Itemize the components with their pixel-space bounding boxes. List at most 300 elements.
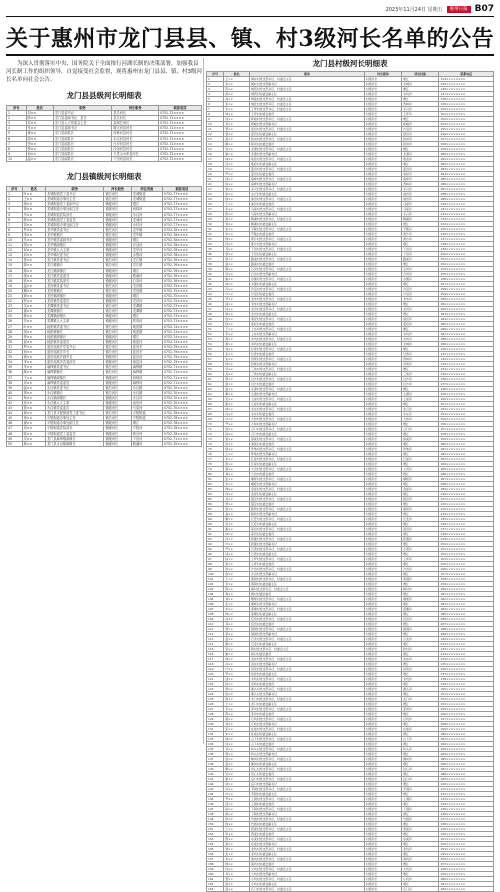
table-cell: 九和村党支部副书记 — [250, 422, 365, 427]
table-cell: 永汉河县河长 — [112, 136, 159, 141]
table-cell: 136×××××××× — [439, 232, 494, 237]
table-cell: 57 — [207, 357, 224, 362]
table-cell: 龙田村村委会副主任 — [250, 312, 365, 317]
table-cell: 梁×× — [224, 562, 250, 567]
table-cell: 134×××××××× — [439, 367, 494, 372]
table-cell: 增江 — [131, 334, 162, 339]
table-cell: 麻榨镇 — [131, 370, 162, 375]
column-header: 河长职务 — [364, 72, 401, 77]
table-cell: 平陵街道 — [131, 411, 162, 416]
table-cell: 村级河长 — [364, 747, 401, 752]
table-cell: 154 — [207, 842, 224, 847]
table-cell: 廖×× — [22, 263, 45, 268]
table-cell: 村级河长 — [364, 452, 401, 457]
table-cell: 35 — [7, 365, 23, 370]
table-cell: 150 — [207, 822, 224, 827]
table-cell: 村级河长 — [364, 742, 401, 747]
table-cell: 龙潭镇副镇长 — [45, 314, 104, 319]
table-cell: 梅村河 — [402, 587, 439, 592]
table-cell: 村级河长 — [364, 142, 401, 147]
table-cell: 鹤湖河 — [402, 217, 439, 222]
table-cell: 133×××××××× — [439, 797, 494, 802]
table-cell: 黄×× — [22, 411, 45, 416]
table-cell: 村级河长 — [364, 227, 401, 232]
table-cell: 村级河长 — [364, 432, 401, 437]
table-cell: 张×× — [224, 727, 250, 732]
table-cell: 153×××××××× — [439, 557, 494, 562]
table-cell: 朱×× — [22, 237, 45, 242]
table-cell: 19 — [7, 283, 23, 288]
table-cell: 7 — [7, 222, 23, 227]
table-cell: 地派镇副镇长 — [45, 334, 104, 339]
table-cell: 绿溪村村委会委员 — [250, 442, 365, 447]
table-cell: 蓝田村村委会委员 — [250, 172, 365, 177]
table-cell: 155 — [207, 847, 224, 852]
right-column — [206, 58, 494, 892]
table-cell: 禾洞村村委会副主任 — [250, 792, 365, 797]
table-cell: 村级河长 — [364, 127, 401, 132]
table-cell: 53 — [207, 337, 224, 342]
table-cell: 5 — [7, 131, 27, 136]
table-cell: 莲塘村村委会副主任 — [250, 612, 365, 617]
table-cell: 27 — [7, 324, 23, 329]
table-cell: 189×××××××× — [439, 197, 494, 202]
table-cell: 122 — [207, 682, 224, 687]
table-cell: 林×× — [224, 407, 250, 412]
table-cell: 15 — [7, 263, 23, 268]
table-cell: 温×× — [224, 887, 250, 892]
table-cell: 镇级河长 — [104, 395, 131, 400]
table-cell: 龙门县人大常委会主任 — [53, 121, 112, 126]
table-cell: 李×× — [22, 232, 45, 237]
table-cell: 镇级河长 — [104, 299, 131, 304]
table-cell: 139×××××××× — [439, 247, 494, 252]
table-cell: 185×××××××× — [439, 322, 494, 327]
table-cell: 镇总河长 — [104, 350, 131, 355]
table-cell: 地派镇党委书记 — [45, 324, 104, 329]
table-cell: 村级河长 — [364, 357, 401, 362]
table-cell: 138×××××××× — [439, 677, 494, 682]
table-cell: 李×× — [224, 332, 250, 337]
table-cell: 石门村党支部书记、村委会主任 — [250, 887, 365, 892]
table-cell: 59 — [207, 367, 224, 372]
table-cell: 增江 — [402, 882, 439, 887]
table-cell: 160 — [207, 872, 224, 877]
table-cell: 马星河 — [402, 202, 439, 207]
table-cell: 13 — [207, 137, 224, 142]
table-cell: 高田村村委会委员 — [250, 532, 365, 537]
table-cell: 14 — [7, 258, 23, 263]
table-cell: 136×××××××× — [439, 87, 494, 92]
table-cell: 村级河长 — [364, 312, 401, 317]
table-cell: 0752-73×××× — [162, 304, 201, 309]
table-cell: 增江 — [402, 162, 439, 167]
table-cell: 米坑村村委会委员 — [250, 682, 365, 687]
table-cell: 42 — [7, 400, 23, 405]
table-cell: 王坪村村委会委员 — [250, 112, 365, 117]
table-cell: 增江 — [402, 472, 439, 477]
table-cell: 15 — [207, 147, 224, 152]
table-cell: 温×× — [224, 387, 250, 392]
table-cell: 坪地村党支部副书记 — [250, 452, 365, 457]
table-cell: 陈×× — [22, 268, 45, 273]
table-cell: 龙门县委书记 — [53, 111, 112, 116]
table-cell: 72 — [207, 432, 224, 437]
table-cell: 汤泉河 — [402, 667, 439, 672]
table-cell: 新村河 — [402, 647, 439, 652]
table-cell: 3 — [7, 202, 23, 207]
column-header: 序号 — [7, 187, 23, 192]
county-river-chief-table — [6, 105, 202, 162]
table-cell: 12 — [207, 132, 224, 137]
table-cell: 0752-70×××× — [162, 385, 201, 390]
table-cell: 石湾村村委会副主任 — [250, 552, 365, 557]
table-cell: 联和河 — [402, 507, 439, 512]
table-cell: 20 — [7, 288, 23, 293]
column-header: 姓名 — [26, 106, 53, 111]
table-cell: 杨×× — [22, 395, 45, 400]
table-cell: 村级河长 — [364, 347, 401, 352]
table-cell: 刘×× — [224, 847, 250, 852]
table-cell: 合口河 — [402, 427, 439, 432]
table-cell: 梁×× — [224, 812, 250, 817]
column-header: 职务 — [250, 72, 365, 77]
table-cell: 镇级河长 — [104, 355, 131, 360]
table-cell: 永汉镇副镇长 — [45, 395, 104, 400]
table-cell: 地派镇镇长 — [45, 329, 104, 334]
table-cell: 县副总河长 — [112, 121, 159, 126]
table-cell: 184×××××××× — [439, 462, 494, 467]
table-cell: 龙华镇纪委书记 — [45, 253, 104, 258]
table-cell: 龙田村党支部书记、村委会主任 — [250, 307, 365, 312]
table-cell: 罗×× — [224, 672, 250, 677]
table-cell: 159×××××××× — [439, 582, 494, 587]
table-cell: 28 — [207, 212, 224, 217]
table-cell: 小坑村党支部书记、村委会主任 — [250, 877, 365, 882]
table-cell: 增江 — [402, 422, 439, 427]
table-cell: 龙华镇副镇长 — [45, 243, 104, 248]
table-cell: 沙田村党支部副书记 — [250, 572, 365, 577]
table-cell: 谢×× — [224, 402, 250, 407]
table-cell: 132×××××××× — [439, 647, 494, 652]
table-cell: 73 — [207, 437, 224, 442]
table-cell: 47 — [7, 426, 23, 431]
table-cell: 149 — [207, 817, 224, 822]
table-cell: 良口村党支部副书记 — [250, 782, 365, 787]
column-header: 姓名 — [224, 72, 250, 77]
table-cell: 龙门县麻榨镇副镇长 — [45, 436, 104, 441]
table-cell: 184×××××××× — [439, 607, 494, 612]
table-cell: 135×××××××× — [439, 807, 494, 812]
table-cell: 65 — [207, 397, 224, 402]
table-cell: 增江 — [402, 492, 439, 497]
headline-rule — [6, 54, 494, 56]
table-cell: 村级河长 — [364, 492, 401, 497]
table-cell: 0752-79×××× — [162, 344, 201, 349]
table-cell: 长安村党支部书记、村委会主任 — [250, 517, 365, 522]
table-cell: 高田村党支部书记、村委会主任 — [250, 527, 365, 532]
table-cell: 罗×× — [224, 297, 250, 302]
table-cell: 151×××××××× — [439, 402, 494, 407]
table-cell: 龙口村党支部书记、村委会主任 — [250, 697, 365, 702]
table-cell: 44 — [7, 411, 23, 416]
table-cell: 赖×× — [224, 142, 250, 147]
table-cell: 186×××××××× — [439, 472, 494, 477]
table-cell: 38 — [207, 262, 224, 267]
table-cell: 133 — [207, 737, 224, 742]
table-cell: 村级河长 — [364, 462, 401, 467]
table-cell: 米坑河 — [402, 677, 439, 682]
table-cell: 29 — [207, 217, 224, 222]
table-cell: 村级河长 — [364, 867, 401, 872]
table-cell: 田尾村党支部副书记 — [250, 362, 365, 367]
table-cell: 杨×× — [224, 432, 250, 437]
table-cell: 黄洞河 — [402, 577, 439, 582]
table-cell: 158×××××××× — [439, 287, 494, 292]
table-cell: 坪地河 — [402, 447, 439, 452]
table-cell: 增江 — [402, 572, 439, 577]
table-cell: 邓×× — [26, 121, 53, 126]
table-cell: 67 — [207, 407, 224, 412]
table-cell: 增江 — [402, 772, 439, 777]
table-cell: 沙迳村村委会委员 — [250, 292, 365, 297]
table-cell: 永汉河 — [402, 212, 439, 217]
table-cell: 佛岗村党支部书记、村委会主任 — [250, 757, 365, 762]
table-cell: 上洞村村委会委员 — [250, 802, 365, 807]
table-cell: 张×× — [224, 852, 250, 857]
table-cell: 王坪河 — [402, 112, 439, 117]
table-cell: 153×××××××× — [439, 702, 494, 707]
table-cell: 增江 — [402, 672, 439, 677]
table-cell: 159×××××××× — [439, 147, 494, 152]
table-cell: 南坑村村委会委员 — [250, 862, 365, 867]
table-cell: 182×××××××× — [439, 162, 494, 167]
table-cell: 南坑河 — [402, 857, 439, 862]
table-cell: 153 — [207, 837, 224, 842]
table-cell: 叶×× — [224, 792, 250, 797]
table-cell: 43 — [7, 406, 23, 411]
table-cell: 蓝田瑶族乡副乡长 — [45, 355, 104, 360]
table-cell: 102 — [207, 582, 224, 587]
table-cell: 陈×× — [26, 116, 53, 121]
table-cell: 156×××××××× — [439, 857, 494, 862]
table-cell: 106 — [207, 602, 224, 607]
table-cell: 131×××××××× — [439, 207, 494, 212]
table-cell: 村级河长 — [364, 167, 401, 172]
table-cell: 镇级河长 — [104, 334, 131, 339]
table-cell: 69 — [207, 417, 224, 422]
table-cell: 叶×× — [224, 667, 250, 672]
table-cell: 县总河长 — [112, 111, 159, 116]
table-cell: 58 — [207, 362, 224, 367]
table-cell: 西林河 — [131, 207, 162, 212]
table-cell: 镇级河长 — [104, 253, 131, 258]
table-cell: 村级河长 — [364, 107, 401, 112]
table-cell: 黄×× — [22, 207, 45, 212]
table-cell: 26 — [207, 202, 224, 207]
table-cell: 大坑村党支部书记、村委会主任 — [250, 867, 365, 872]
table-cell: 0752-78×××× — [162, 411, 201, 416]
table-cell: 61 — [207, 377, 224, 382]
table-cell: 150×××××××× — [439, 107, 494, 112]
table-cell: 132×××××××× — [439, 792, 494, 797]
table-cell: 平陵街道办事处主任 — [45, 416, 104, 421]
table-cell: 119 — [207, 667, 224, 672]
table-cell: 叶×× — [224, 292, 250, 297]
table-cell: 徐×× — [224, 822, 250, 827]
table-cell: 增江 — [402, 502, 439, 507]
table-cell: 金星河 — [402, 487, 439, 492]
table-cell: 156 — [207, 852, 224, 857]
table-cell: 龙华河 — [131, 248, 162, 253]
table-cell: 曾×× — [22, 406, 45, 411]
table-cell: 黄×× — [224, 717, 250, 722]
table-cell: 村级河长 — [364, 637, 401, 642]
table-cell: 村级河长 — [364, 152, 401, 157]
table-cell: 181×××××××× — [439, 157, 494, 162]
table-cell: 路溪村村委会委员 — [250, 262, 365, 267]
table-cell: 镇总河长 — [104, 258, 131, 263]
table-cell: 11 — [207, 127, 224, 132]
table-cell: 平陵街道办事处副主任 — [45, 421, 104, 426]
table-cell: 村级河长 — [364, 702, 401, 707]
table-cell: 增江 — [402, 752, 439, 757]
table-cell: 增江河县河长 — [112, 126, 159, 131]
table-cell: 甘香河 — [402, 352, 439, 357]
table-cell: 34 — [207, 242, 224, 247]
table-cell: 85 — [207, 497, 224, 502]
table-cell: 林×× — [224, 782, 250, 787]
table-cell: 龙华镇镇长 — [45, 232, 104, 237]
table-cell: 李×× — [224, 457, 250, 462]
table-cell: 欧×× — [224, 817, 250, 822]
table-cell: 大田村党支部书记、村委会主任 — [250, 467, 365, 472]
table-cell: 157×××××××× — [439, 862, 494, 867]
table-cell: 96 — [207, 552, 224, 557]
table-cell: 南昆河 — [402, 172, 439, 177]
table-cell: 茅岗河 — [402, 707, 439, 712]
table-cell: 王坪村党支部书记、村委会主任 — [250, 107, 365, 112]
table-cell: 村级河长 — [364, 732, 401, 737]
table-cell: 山下村村委会委员 — [250, 742, 365, 747]
table-cell: 水坑河 — [402, 337, 439, 342]
table-cell: 6 — [207, 102, 224, 107]
table-cell: 114 — [207, 642, 224, 647]
table-cell: 0752-78×××× — [162, 421, 201, 426]
table-cell: 茅岗村村委会委员 — [250, 712, 365, 717]
table-cell: 梅村党支部书记、村委会主任 — [250, 587, 365, 592]
table-cell: 镇级河长 — [104, 248, 131, 253]
table-cell: 80 — [207, 472, 224, 477]
table-cell: 邱×× — [224, 802, 250, 807]
table-cell: 156×××××××× — [439, 422, 494, 427]
table-cell: 19 — [207, 167, 224, 172]
table-cell: 6 — [7, 136, 27, 141]
table-cell: 龙潭镇 — [131, 304, 162, 309]
table-cell: 30 — [7, 339, 23, 344]
table-cell: 104 — [207, 592, 224, 597]
table-cell: 上坪村党支部书记、村委会主任 — [250, 557, 365, 562]
table-cell: 镇级河长 — [104, 294, 131, 299]
table-cell: 麻榨村党支部副书记 — [250, 182, 365, 187]
town-river-chief-table — [6, 186, 202, 447]
table-cell: 81 — [207, 477, 224, 482]
table-cell: 89 — [207, 517, 224, 522]
table-cell: 90 — [207, 522, 224, 527]
table-cell: 188×××××××× — [439, 482, 494, 487]
table-cell: 陈×× — [224, 837, 250, 842]
table-cell: 0752-78×××× — [162, 243, 201, 248]
table-cell: 村级河长 — [364, 887, 401, 892]
table-cell: 油田河 — [402, 192, 439, 197]
table-cell: 黄×× — [22, 294, 45, 299]
table-cell: 三角村党支部书记、村委会主任 — [250, 367, 365, 372]
table-cell: 村级河长 — [364, 402, 401, 407]
table-cell: 李×× — [224, 82, 250, 87]
table-cell: 村级河长 — [364, 417, 401, 422]
table-cell: 龙城街道办事处主任 — [45, 197, 104, 202]
table-cell: 180×××××××× — [439, 587, 494, 592]
table-cell: 村级河长 — [364, 287, 401, 292]
table-cell: 廖×× — [224, 507, 250, 512]
table-cell: 龙江镇 — [131, 263, 162, 268]
table-cell: 0752-76×××× — [162, 273, 201, 278]
table-cell: 180×××××××× — [439, 152, 494, 157]
table-cell: 123 — [207, 687, 224, 692]
table-cell: 7 — [207, 107, 224, 112]
table-cell: 邱×× — [224, 552, 250, 557]
table-cell: 地派村村委会副主任 — [250, 162, 365, 167]
table-cell: 龙门县副县长 — [53, 131, 112, 136]
table-cell: 镇总河长 — [104, 344, 131, 349]
table-cell: 黄洞村党支部书记、村委会主任 — [250, 577, 365, 582]
table-cell: 田尾村党支部书记、村委会主任 — [250, 357, 365, 362]
table-cell: 龙田镇镇长 — [45, 288, 104, 293]
table-cell: 88 — [207, 512, 224, 517]
table-cell: 村级河长 — [364, 627, 401, 632]
table-cell: 下田河 — [402, 247, 439, 252]
table-cell: 张×× — [22, 400, 45, 405]
table-cell: 0752-71×××× — [162, 380, 201, 385]
table-cell: 邓×× — [22, 253, 45, 258]
table-cell: 联和村党支部副书记 — [250, 512, 365, 517]
table-cell: 0752-72×××× — [159, 121, 202, 126]
table-cell: 大田村村委会委员 — [250, 472, 365, 477]
table-cell: 山下村党支部书记、村委会主任 — [250, 737, 365, 742]
table-cell: 龙潭镇党委书记 — [45, 304, 104, 309]
table-cell: 增江 — [131, 268, 162, 273]
table-cell: 龙田河 — [131, 299, 162, 304]
table-cell: 152×××××××× — [439, 842, 494, 847]
table-cell: 镇级河长 — [104, 319, 131, 324]
table-cell: 铁岗河 — [402, 137, 439, 142]
table-cell: 王×× — [224, 202, 250, 207]
table-cell: 麻榨河 — [402, 177, 439, 182]
table-cell: 111 — [207, 627, 224, 632]
table-cell: 西溪村党支部书记、村委会主任 — [250, 827, 365, 832]
table-cell: 白沙村党支部书记、村委会主任 — [250, 377, 365, 382]
table-cell: 村级河长 — [364, 622, 401, 627]
table-cell: 杨×× — [224, 807, 250, 812]
table-cell: 8 — [207, 112, 224, 117]
table-cell: 南昆村村委会委员 — [250, 322, 365, 327]
table-cell: 村级河长 — [364, 837, 401, 842]
table-cell: 欧×× — [224, 567, 250, 572]
table-cell: 188×××××××× — [439, 772, 494, 777]
table-cell: 村级河长 — [364, 247, 401, 252]
table-cell: 城西村党支部书记、村委会主任 — [250, 87, 365, 92]
table-cell: 寨头河 — [402, 687, 439, 692]
